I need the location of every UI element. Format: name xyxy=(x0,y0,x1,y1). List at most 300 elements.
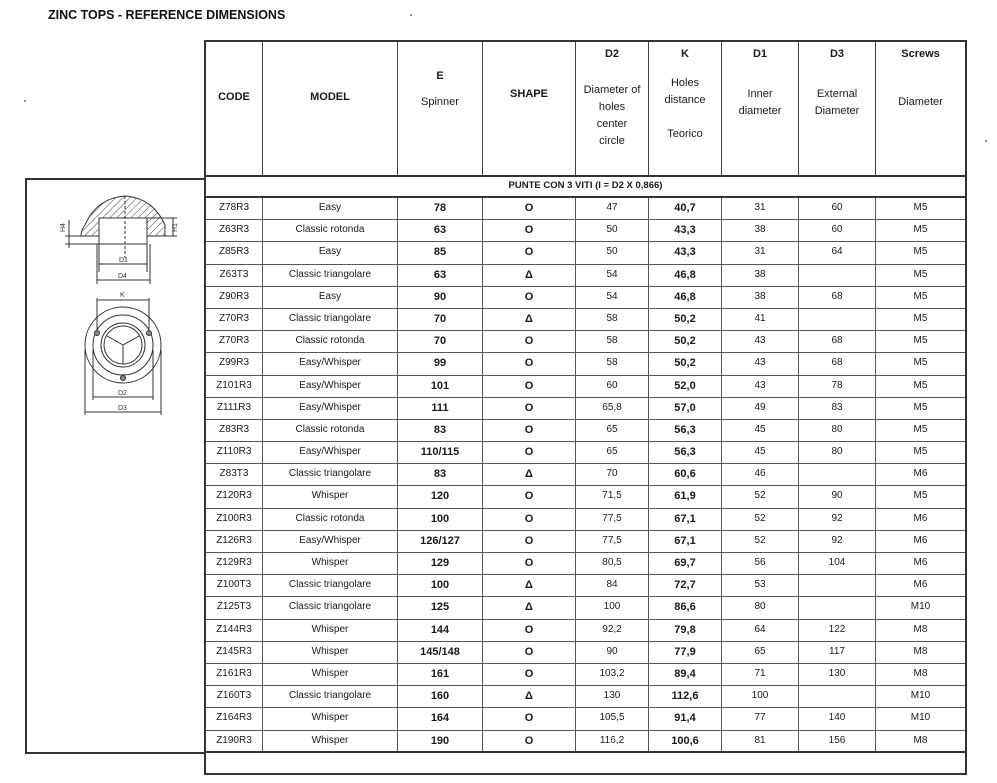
cell-d2: 77,5 xyxy=(576,509,649,530)
cell-d2: 92,2 xyxy=(576,620,649,641)
cell-d3: 80 xyxy=(799,420,876,441)
table-row xyxy=(206,220,965,242)
cell-d3 xyxy=(799,309,876,330)
cell-screws: M5 xyxy=(913,202,928,213)
cell-d2: 80,5 xyxy=(576,553,649,574)
cell-e: 70 xyxy=(398,331,483,352)
cell-d2: 100 xyxy=(576,597,649,618)
cell-model: Whisper xyxy=(263,553,398,574)
cell-shape: O xyxy=(483,486,576,507)
cell-d1: 52 xyxy=(722,509,799,530)
cell-code: Z145R3 xyxy=(206,642,263,663)
cell-d2: 50 xyxy=(576,242,649,263)
cell-model: Whisper xyxy=(263,642,398,663)
inner-bore xyxy=(99,218,147,244)
cell-model: Classic rotonda xyxy=(263,420,398,441)
cell-k: 89,4 xyxy=(649,664,722,685)
cell-d2: 70 xyxy=(576,464,649,485)
cell-d2: 65 xyxy=(576,442,649,463)
cell-shape: O xyxy=(483,642,576,663)
cell-d1: 43 xyxy=(722,331,799,352)
cell-screws: M5 xyxy=(913,246,928,258)
table-row xyxy=(206,420,965,442)
table-row xyxy=(206,309,965,331)
cell-d3 xyxy=(799,686,876,707)
cell-d2: 130 xyxy=(576,686,649,707)
cell-d3 xyxy=(799,265,876,286)
cell-code: Z99R3 xyxy=(206,353,263,374)
cell-e: 160 xyxy=(398,686,483,707)
cell-e: 70 xyxy=(398,309,483,330)
header-label: SHAPE xyxy=(510,88,548,100)
cell-d3: 104 xyxy=(799,553,876,574)
cell-e: 99 xyxy=(398,353,483,374)
cell-screws: M6 xyxy=(913,468,928,480)
table-row xyxy=(206,376,965,398)
table-row xyxy=(206,265,965,287)
cell-d3: 68 xyxy=(799,287,876,308)
cell-model: Whisper xyxy=(263,664,398,685)
header-label: K xyxy=(681,48,689,60)
cell-d3: 68 xyxy=(799,353,876,374)
cell-d2: 90 xyxy=(576,642,649,663)
cell-e: 125 xyxy=(398,597,483,618)
scan-speck xyxy=(985,140,987,142)
cell-screws: M5 xyxy=(913,290,928,302)
cell-screws: M8 xyxy=(913,734,928,746)
cell-e: 190 xyxy=(398,731,483,751)
cell-e: 144 xyxy=(398,620,483,641)
d4-label: D4 xyxy=(118,273,127,280)
header-label: E xyxy=(436,70,444,82)
cell-code: Z110R3 xyxy=(206,442,263,463)
table-row xyxy=(206,553,965,575)
cell-code: Z120R3 xyxy=(206,486,263,507)
header-sublabel: distance xyxy=(664,94,706,106)
cell-screws: M6 xyxy=(913,557,928,568)
header-label: MODEL xyxy=(310,91,350,103)
cell-model: Whisper xyxy=(263,708,398,729)
table-row xyxy=(206,398,965,420)
header-sublabel: center xyxy=(596,118,628,130)
cell-d1: 80 xyxy=(722,597,799,618)
technical-drawing-panel xyxy=(25,178,205,754)
cell-code: Z100T3 xyxy=(206,575,263,596)
cell-e: 83 xyxy=(398,464,483,485)
header-sublabel: Teorico xyxy=(667,128,703,140)
header-sublabel: diameter xyxy=(738,105,782,117)
cell-d2: 65 xyxy=(576,420,649,441)
cell-screws: M5 xyxy=(913,446,928,458)
cell-k: 56,3 xyxy=(649,420,722,441)
cell-code: Z70R3 xyxy=(206,331,263,352)
header-sublabel: Inner xyxy=(747,88,773,100)
cell-k: 112,6 xyxy=(649,686,722,707)
table-row xyxy=(206,642,965,664)
header-sublabel: holes xyxy=(598,101,626,113)
cell-k: 100,6 xyxy=(649,731,722,751)
document-title: ZINC TOPS - REFERENCE DIMENSIONS xyxy=(48,8,286,22)
scan-speck xyxy=(24,100,26,102)
cell-d2: 58 xyxy=(576,309,649,330)
cell-k: 56,3 xyxy=(649,442,722,463)
cell-e: 164 xyxy=(398,708,483,729)
d3-label: D3 xyxy=(118,405,127,412)
cell-screws: M8 xyxy=(913,645,928,657)
cell-d1: 38 xyxy=(722,220,799,241)
cell-model: Classic triangolare xyxy=(263,265,398,286)
cell-d1: 56 xyxy=(722,553,799,574)
cell-k: 60,6 xyxy=(649,464,722,485)
cell-screws: M6 xyxy=(913,534,928,546)
cell-model: Classic rotonda xyxy=(263,509,398,530)
header-d3 xyxy=(799,42,876,175)
cell-d3: 122 xyxy=(799,620,876,641)
cell-d1: 43 xyxy=(722,376,799,397)
header-sublabel xyxy=(649,109,721,126)
cell-d3: 60 xyxy=(799,220,876,241)
cell-e: 101 xyxy=(398,376,483,397)
cell-screws: M5 xyxy=(913,268,928,280)
section-label-row: PUNTE CON 3 VITI (I = D2 X 0,866) xyxy=(204,177,967,198)
cell-d1: 52 xyxy=(722,486,799,507)
cell-shape: O xyxy=(483,420,576,441)
cell-e: 100 xyxy=(398,575,483,596)
cell-code: Z100R3 xyxy=(206,509,263,530)
cell-d2: 50 xyxy=(576,220,649,241)
cell-shape: O xyxy=(483,442,576,463)
h4-label: H4 xyxy=(60,223,67,232)
cell-d3: 64 xyxy=(799,242,876,263)
cell-model: Classic rotonda xyxy=(263,331,398,352)
cell-model: Classic triangolare xyxy=(263,597,398,618)
cell-model: Whisper xyxy=(263,620,398,641)
cell-code: Z144R3 xyxy=(206,620,263,641)
cell-model: Easy/Whisper xyxy=(263,398,398,419)
cell-e: 145/148 xyxy=(398,642,483,663)
cell-d1: 38 xyxy=(722,287,799,308)
table-row xyxy=(206,708,965,730)
cell-d3: 117 xyxy=(799,642,876,663)
cell-model: Classic triangolare xyxy=(263,575,398,596)
header-d2 xyxy=(576,42,649,175)
k-label: K xyxy=(120,292,125,299)
cell-shape: O xyxy=(483,198,576,219)
header-label: D3 xyxy=(829,48,845,60)
cell-d3: 60 xyxy=(799,198,876,219)
cell-screws: M5 xyxy=(913,312,928,324)
cell-e: 120 xyxy=(398,486,483,507)
cell-shape: Δ xyxy=(483,464,576,485)
scan-speck xyxy=(410,14,412,16)
cell-k: 50,2 xyxy=(649,331,722,352)
cell-model: Whisper xyxy=(263,731,398,751)
cell-d1: 100 xyxy=(722,686,799,707)
cell-k: 50,2 xyxy=(649,309,722,330)
cell-e: 90 xyxy=(398,287,483,308)
cell-k: 86,6 xyxy=(649,597,722,618)
cell-code: Z125T3 xyxy=(206,597,263,618)
screw-hole xyxy=(95,331,100,336)
cell-screws: M10 xyxy=(910,601,931,613)
cell-shape: O xyxy=(483,353,576,374)
cell-code: Z83T3 xyxy=(206,464,263,485)
header-label: D1 xyxy=(752,48,768,60)
header-label: Screws xyxy=(901,48,940,60)
cell-screws: M6 xyxy=(913,579,928,591)
screw-hole xyxy=(121,376,126,381)
cell-screws: M5 xyxy=(913,357,928,369)
cell-d2: 58 xyxy=(576,331,649,352)
cell-d1: 45 xyxy=(722,420,799,441)
cell-model: Easy/Whisper xyxy=(263,376,398,397)
cell-d3: 83 xyxy=(799,398,876,419)
cell-k: 52,0 xyxy=(649,376,722,397)
cell-model: Whisper xyxy=(263,486,398,507)
cell-screws: M5 xyxy=(913,490,928,502)
table-row xyxy=(206,486,965,508)
cell-e: 126/127 xyxy=(398,531,483,552)
table-row xyxy=(206,198,965,220)
header-sublabel: circle xyxy=(599,135,625,147)
cell-screws: M8 xyxy=(913,623,928,635)
table-empty-footer-row xyxy=(204,753,967,775)
cell-d2: 65,8 xyxy=(576,398,649,419)
cell-screws: M5 xyxy=(913,401,928,413)
cell-screws: M5 xyxy=(913,224,928,236)
cell-code: Z70R3 xyxy=(206,309,263,330)
cell-code: Z190R3 xyxy=(206,731,263,751)
cell-d1: 41 xyxy=(722,309,799,330)
cell-screws: M5 xyxy=(913,335,928,347)
cell-k: 46,8 xyxy=(649,265,722,286)
table-row xyxy=(206,464,965,486)
cell-e: 110/115 xyxy=(398,442,483,463)
cell-d1: 31 xyxy=(722,198,799,219)
cell-code: Z111R3 xyxy=(206,398,263,419)
table-row xyxy=(206,575,965,597)
cell-shape: O xyxy=(483,731,576,751)
cell-d1: 81 xyxy=(722,731,799,751)
cell-screws: M10 xyxy=(910,690,931,702)
cell-k: 69,7 xyxy=(649,553,722,574)
table-row xyxy=(206,287,965,309)
cell-screws: M8 xyxy=(913,667,928,679)
cell-screws: M5 xyxy=(913,379,928,391)
cell-d1: 65 xyxy=(722,642,799,663)
header-sublabel: Diameter xyxy=(814,105,860,117)
cell-d3: 130 xyxy=(799,664,876,685)
cell-e: 63 xyxy=(398,220,483,241)
cell-d1: 77 xyxy=(722,708,799,729)
header-e xyxy=(398,42,483,175)
cell-d3: 78 xyxy=(799,376,876,397)
table-row xyxy=(206,353,965,375)
cell-code: Z101R3 xyxy=(206,376,263,397)
cell-k: 91,4 xyxy=(649,708,722,729)
cell-d1: 45 xyxy=(722,442,799,463)
header-shape xyxy=(483,42,576,175)
cell-shape: Δ xyxy=(483,597,576,618)
table-row xyxy=(206,597,965,619)
cell-code: Z164R3 xyxy=(206,708,263,729)
header-code xyxy=(206,42,263,175)
header-k xyxy=(649,42,722,175)
cell-d3 xyxy=(799,464,876,485)
cell-d2: 71,5 xyxy=(576,486,649,507)
cell-e: 85 xyxy=(398,242,483,263)
cell-shape: O xyxy=(483,531,576,552)
cell-k: 67,1 xyxy=(649,531,722,552)
cell-screws: M6 xyxy=(913,512,928,524)
cell-model: Easy xyxy=(263,287,398,308)
header-sublabel: Spinner xyxy=(421,96,459,108)
cell-d3: 92 xyxy=(799,531,876,552)
header-sublabel: Holes xyxy=(670,77,700,89)
cell-shape: O xyxy=(483,509,576,530)
cell-model: Classic triangolare xyxy=(263,686,398,707)
cell-shape: O xyxy=(483,398,576,419)
header-sublabel: Diameter xyxy=(898,96,943,108)
cell-d2: 105,5 xyxy=(576,708,649,729)
cell-d1: 53 xyxy=(722,575,799,596)
cell-shape: O xyxy=(483,220,576,241)
cell-shape: O xyxy=(483,664,576,685)
side-view-section xyxy=(65,196,177,284)
cell-model: Easy xyxy=(263,198,398,219)
cell-k: 77,9 xyxy=(649,642,722,663)
cell-k: 67,1 xyxy=(649,509,722,530)
header-label: D2 xyxy=(604,48,620,60)
cell-d1: 38 xyxy=(722,265,799,286)
cell-shape: O xyxy=(483,708,576,729)
cell-d3: 92 xyxy=(799,509,876,530)
table-row xyxy=(206,731,965,753)
table-row xyxy=(206,531,965,553)
cell-d2: 54 xyxy=(576,287,649,308)
cell-shape: O xyxy=(483,331,576,352)
cell-e: 129 xyxy=(398,553,483,574)
cell-d2: 60 xyxy=(576,376,649,397)
cell-code: Z78R3 xyxy=(206,198,263,219)
cell-code: Z129R3 xyxy=(206,553,263,574)
cell-shape: O xyxy=(483,376,576,397)
cell-shape: O xyxy=(483,287,576,308)
cell-d3: 90 xyxy=(799,486,876,507)
table-row xyxy=(206,686,965,708)
dimensions-table-body xyxy=(204,198,967,753)
cell-d2: 54 xyxy=(576,265,649,286)
d1-label: D1 xyxy=(119,257,128,264)
cell-d2: 116,2 xyxy=(576,731,649,751)
header-sublabel: Diameter of xyxy=(583,84,641,96)
cell-d1: 46 xyxy=(722,464,799,485)
cell-e: 78 xyxy=(398,198,483,219)
cell-k: 46,8 xyxy=(649,287,722,308)
table-row xyxy=(206,442,965,464)
cell-d2: 47 xyxy=(576,198,649,219)
cell-screws: M10 xyxy=(910,712,931,724)
cell-code: Z85R3 xyxy=(206,242,263,263)
cell-d2: 103,2 xyxy=(576,664,649,685)
table-row xyxy=(206,620,965,642)
cell-shape: O xyxy=(483,620,576,641)
cell-model: Easy/Whisper xyxy=(263,442,398,463)
technical-drawing xyxy=(27,180,207,756)
cell-model: Classic triangolare xyxy=(263,309,398,330)
cell-k: 40,7 xyxy=(649,198,722,219)
d2-label: D2 xyxy=(118,390,127,397)
cell-k: 72,7 xyxy=(649,575,722,596)
header-sublabel: External xyxy=(816,88,858,100)
cell-k: 79,8 xyxy=(649,620,722,641)
cell-k: 43,3 xyxy=(649,220,722,241)
cell-code: Z63T3 xyxy=(206,265,263,286)
cell-d3: 140 xyxy=(799,708,876,729)
cell-d1: 52 xyxy=(722,531,799,552)
cell-d1: 71 xyxy=(722,664,799,685)
cell-d1: 31 xyxy=(722,242,799,263)
cell-e: 111 xyxy=(398,398,483,419)
cell-d1: 43 xyxy=(722,353,799,374)
cell-k: 43,3 xyxy=(649,242,722,263)
cell-d2: 58 xyxy=(576,353,649,374)
cell-shape: Δ xyxy=(483,265,576,286)
cell-model: Easy/Whisper xyxy=(263,531,398,552)
cell-shape: O xyxy=(483,553,576,574)
cell-code: Z161R3 xyxy=(206,664,263,685)
top-view xyxy=(85,298,161,415)
cell-d3: 156 xyxy=(799,731,876,751)
cell-d3: 68 xyxy=(799,331,876,352)
table-row xyxy=(206,664,965,686)
table-row xyxy=(206,242,965,264)
cell-d1: 49 xyxy=(722,398,799,419)
cell-e: 100 xyxy=(398,509,483,530)
screw-hole xyxy=(147,331,152,336)
cell-e: 63 xyxy=(398,265,483,286)
cell-k: 57,0 xyxy=(649,398,722,419)
cell-model: Easy xyxy=(263,242,398,263)
cell-d3 xyxy=(799,597,876,618)
cell-code: Z63R3 xyxy=(206,220,263,241)
table-row xyxy=(206,331,965,353)
table-row xyxy=(206,509,965,531)
cell-model: Classic triangolare xyxy=(263,464,398,485)
cell-d1: 64 xyxy=(722,620,799,641)
cell-k: 50,2 xyxy=(649,353,722,374)
cell-code: Z160T3 xyxy=(206,686,263,707)
cell-shape: Δ xyxy=(483,575,576,596)
header-d1 xyxy=(722,42,799,175)
cell-code: Z126R3 xyxy=(206,531,263,552)
cell-shape: Δ xyxy=(483,686,576,707)
cell-model: Classic rotonda xyxy=(263,220,398,241)
h1-label: H1 xyxy=(172,223,179,232)
cell-d2: 77,5 xyxy=(576,531,649,552)
header-label: CODE xyxy=(218,91,250,103)
cell-code: Z90R3 xyxy=(206,287,263,308)
header-screws xyxy=(876,42,965,175)
header-model xyxy=(263,42,398,175)
cell-d3 xyxy=(799,575,876,596)
cell-shape: Δ xyxy=(483,309,576,330)
cell-model: Easy/Whisper xyxy=(263,353,398,374)
cell-screws: M5 xyxy=(913,423,928,435)
cell-d3: 80 xyxy=(799,442,876,463)
cell-k: 61,9 xyxy=(649,486,722,507)
cell-e: 83 xyxy=(398,420,483,441)
